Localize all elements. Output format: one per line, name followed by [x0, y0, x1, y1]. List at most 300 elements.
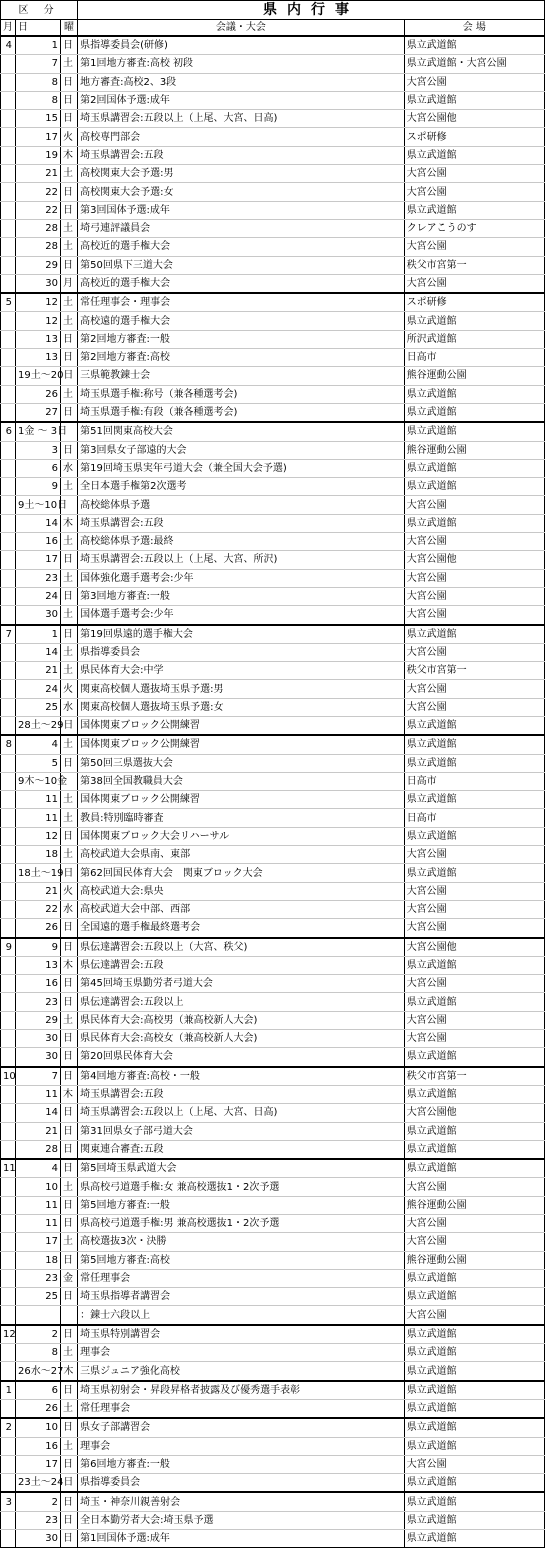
venue-cell: 熊谷運動公園	[404, 367, 544, 385]
event-cell: 埼弓連評議員会	[78, 219, 405, 237]
weekday-cell: 日	[60, 551, 77, 569]
day-cell: 4	[15, 735, 60, 754]
table-row	[1, 73, 545, 91]
day-cell: 25	[15, 1288, 60, 1306]
weekday-cell: 土	[60, 238, 77, 256]
event-cell: 埼玉県講習会:五段以上（上尾、大宮、日高)	[78, 110, 405, 128]
page-title: 県内行事	[78, 1, 545, 20]
day-cell: 19	[15, 146, 60, 164]
table-row	[1, 680, 545, 698]
day-cell: 27	[15, 403, 60, 422]
weekday-cell: 土	[60, 533, 77, 551]
table-row	[1, 1251, 545, 1269]
venue-cell: 県立武道館	[404, 1140, 544, 1159]
month-cell	[1, 551, 16, 569]
event-cell: 国体関東ブロック大会リハーサル	[78, 827, 405, 845]
event-cell: 高校遠的選手権大会	[78, 312, 405, 330]
event-cell: 常任理事会	[78, 1399, 405, 1418]
event-cell: 高校総体県予選	[78, 496, 405, 514]
table-row	[1, 312, 545, 330]
venue-cell: 県立武道館	[404, 1269, 544, 1287]
event-cell: 国体関東ブロック公開練習	[78, 791, 405, 809]
event-cell: 高校武道大会県南、東部	[78, 846, 405, 864]
weekday-cell: 木	[60, 146, 77, 164]
table-row	[1, 533, 545, 551]
day-cell: 28	[15, 238, 60, 256]
venue-cell: 大宮公園	[404, 975, 544, 993]
event-cell: 関東高校個人選抜埼玉県予選:男	[78, 680, 405, 698]
month-cell: 9	[1, 938, 16, 957]
event-cell: 理事会	[78, 1437, 405, 1455]
day-cell: 14	[15, 1104, 60, 1122]
venue-cell: 大宮公園	[404, 1030, 544, 1048]
day-cell: 22	[15, 183, 60, 201]
weekday-cell: 日	[60, 975, 77, 993]
day-cell: 17	[15, 128, 60, 146]
month-cell	[1, 1104, 16, 1122]
weekday-cell: 水	[60, 459, 77, 477]
venue-cell: 県立武道館	[404, 514, 544, 532]
event-cell: 第5回埼玉県武道大会	[78, 1159, 405, 1178]
month-cell	[1, 238, 16, 256]
venue-cell: 県立武道館	[404, 716, 544, 735]
weekday-cell: 日	[60, 330, 77, 348]
table-row	[1, 36, 545, 55]
venue-cell: 県立武道館	[404, 422, 544, 441]
event-cell: 第6回地方審査:一般	[78, 1455, 405, 1473]
event-cell: 第50回県下三道大会	[78, 256, 405, 274]
event-cell: 第4回地方審査:高校・一般	[78, 1067, 405, 1086]
weekday-cell: 水	[60, 900, 77, 918]
weekday-cell: 水	[60, 698, 77, 716]
day-cell: 28土～29日	[15, 716, 60, 735]
month-cell	[1, 1399, 16, 1418]
weekday-cell: 日	[60, 993, 77, 1011]
table-row	[1, 1474, 545, 1493]
weekday-cell: 日	[60, 1530, 77, 1548]
table-row	[1, 1306, 545, 1325]
weekday-cell: 日	[60, 754, 77, 772]
weekday-column-header: 曜	[60, 20, 77, 37]
venue-cell: 県立武道館	[404, 1492, 544, 1511]
day-cell: 23	[15, 1511, 60, 1529]
weekday-cell: 金	[60, 1269, 77, 1287]
month-cell	[1, 1306, 16, 1325]
weekday-cell: 日	[60, 587, 77, 605]
event-cell: 高校専門部会	[78, 128, 405, 146]
day-cell: 26	[15, 385, 60, 403]
event-cell: 国体強化選手選考会:少年	[78, 569, 405, 587]
month-cell	[1, 1511, 16, 1529]
month-cell	[1, 882, 16, 900]
day-cell: 26水～27木	[15, 1362, 60, 1381]
venue-cell: 大宮公園	[404, 1306, 544, 1325]
venue-cell: 県立武道館	[404, 312, 544, 330]
month-cell: 5	[1, 293, 16, 312]
day-cell: 11	[15, 809, 60, 827]
day-cell: 2	[15, 1492, 60, 1511]
venue-cell: 大宮公園他	[404, 1104, 544, 1122]
venue-cell: 県立武道館	[404, 403, 544, 422]
venue-cell: 県立武道館	[404, 625, 544, 644]
table-row	[1, 441, 545, 459]
day-cell: 21	[15, 1122, 60, 1140]
day-cell: 17	[15, 551, 60, 569]
table-row	[1, 938, 545, 957]
venue-cell: 県立武道館	[404, 478, 544, 496]
weekday-cell: 土	[60, 791, 77, 809]
event-cell: 第20回県民体育大会	[78, 1048, 405, 1067]
weekday-cell: 火	[60, 882, 77, 900]
event-cell: 第1回国体予選:成年	[78, 1530, 405, 1548]
weekday-cell: 土	[60, 1399, 77, 1418]
venue-cell: 大宮公園	[404, 274, 544, 293]
table-row	[1, 496, 545, 514]
month-cell	[1, 1178, 16, 1196]
weekday-cell: 日	[60, 441, 77, 459]
weekday-cell: 木	[60, 1085, 77, 1103]
venue-cell: 県立武道館	[404, 956, 544, 974]
table-row	[1, 110, 545, 128]
weekday-cell: 土	[60, 1233, 77, 1251]
venue-cell: 秩父市宮第一	[404, 662, 544, 680]
venue-cell: 県立武道館	[404, 1399, 544, 1418]
venue-cell: 日高市	[404, 349, 544, 367]
day-cell: 4	[15, 1159, 60, 1178]
table-row	[1, 55, 545, 73]
table-row	[1, 975, 545, 993]
event-cell: 三県範教錬士会	[78, 367, 405, 385]
month-cell: 12	[1, 1325, 16, 1344]
table-row	[1, 1140, 545, 1159]
weekday-cell	[60, 1306, 77, 1325]
weekday-cell: 日	[60, 1104, 77, 1122]
table-row	[1, 643, 545, 661]
month-cell	[1, 1288, 16, 1306]
weekday-cell: 土	[60, 165, 77, 183]
weekday-cell: 日	[60, 1455, 77, 1473]
event-cell: 埼玉県特別講習会	[78, 1325, 405, 1344]
event-cell: 第5回地方審査:一般	[78, 1196, 405, 1214]
month-cell	[1, 219, 16, 237]
venue-cell: 県立武道館	[404, 1511, 544, 1529]
month-cell: 8	[1, 735, 16, 754]
day-cell: 13	[15, 956, 60, 974]
table-row	[1, 330, 545, 348]
table-row	[1, 587, 545, 605]
weekday-cell: 土	[60, 569, 77, 587]
table-row	[1, 201, 545, 219]
day-cell: 30	[15, 1030, 60, 1048]
venue-cell: 大宮公園	[404, 680, 544, 698]
day-column-header: 日	[15, 20, 60, 37]
table-row	[1, 1011, 545, 1029]
table-row	[1, 1325, 545, 1344]
table-row	[1, 422, 545, 441]
table-row	[1, 1511, 545, 1529]
event-cell: 第3回県女子部遠的大会	[78, 441, 405, 459]
day-cell: 18土～19日	[15, 864, 60, 882]
day-cell: 30	[15, 1530, 60, 1548]
event-cell: 第5回地方審査:高校	[78, 1251, 405, 1269]
venue-cell: 大宮公園	[404, 496, 544, 514]
event-cell: ：錬士六段以上	[78, 1306, 405, 1325]
month-cell	[1, 91, 16, 109]
month-cell	[1, 349, 16, 367]
day-cell: 22	[15, 201, 60, 219]
day-cell: 11	[15, 1215, 60, 1233]
day-cell: 14	[15, 643, 60, 661]
day-cell: 23土～24日	[15, 1474, 60, 1493]
weekday-cell: 土	[60, 735, 77, 754]
month-cell	[1, 146, 16, 164]
day-cell: 23	[15, 569, 60, 587]
month-cell: 4	[1, 36, 16, 55]
venue-cell: 県立武道館	[404, 791, 544, 809]
event-cell: 国体関東ブロック公開練習	[78, 735, 405, 754]
venue-cell: 県立武道館	[404, 754, 544, 772]
venue-cell: 県立武道館	[404, 864, 544, 882]
table-row	[1, 735, 545, 754]
event-cell: 県指導委員会(研修)	[78, 36, 405, 55]
table-row	[1, 183, 545, 201]
table-row	[1, 1269, 545, 1287]
month-cell	[1, 698, 16, 716]
weekday-cell: 土	[60, 219, 77, 237]
column-header-row	[1, 20, 545, 37]
day-cell: 16	[15, 975, 60, 993]
month-cell	[1, 110, 16, 128]
month-cell	[1, 643, 16, 661]
venue-cell: 県立武道館	[404, 827, 544, 845]
month-cell	[1, 312, 16, 330]
table-row	[1, 1399, 545, 1418]
weekday-cell: 日	[60, 110, 77, 128]
venue-cell: 大宮公園	[404, 1011, 544, 1029]
weekday-cell: 土	[60, 643, 77, 661]
event-cell: 第51回関東高校大会	[78, 422, 405, 441]
month-cell: 10	[1, 1067, 16, 1086]
day-cell: 28	[15, 219, 60, 237]
day-cell: 26	[15, 919, 60, 938]
table-row	[1, 606, 545, 625]
day-cell: 29	[15, 1011, 60, 1029]
day-cell: 12	[15, 827, 60, 845]
day-cell: 15	[15, 110, 60, 128]
venue-cell: 県立武道館	[404, 1288, 544, 1306]
month-cell	[1, 1530, 16, 1548]
weekday-cell: 月	[60, 274, 77, 293]
event-cell: 第1回地方審査:高校 初段	[78, 55, 405, 73]
event-cell: 県指導委員会	[78, 1474, 405, 1493]
month-cell	[1, 809, 16, 827]
day-cell: 8	[15, 73, 60, 91]
event-cell: 全国遠的選手権最終選考会	[78, 919, 405, 938]
month-cell	[1, 587, 16, 605]
event-cell: 埼玉県講習会:五段以上（上尾、大宮、所沢)	[78, 551, 405, 569]
weekday-cell: 日	[60, 625, 77, 644]
day-cell: 5	[15, 754, 60, 772]
day-cell: 21	[15, 165, 60, 183]
weekday-cell: 日	[60, 1418, 77, 1437]
month-cell	[1, 606, 16, 625]
venue-cell: 大宮公園	[404, 238, 544, 256]
table-row	[1, 367, 545, 385]
day-cell: 21	[15, 662, 60, 680]
month-cell	[1, 772, 16, 790]
venue-cell: 大宮公園	[404, 1233, 544, 1251]
table-row	[1, 919, 545, 938]
kubun-header: 区 分	[1, 1, 78, 20]
month-cell	[1, 1269, 16, 1287]
month-cell	[1, 864, 16, 882]
day-cell: 30	[15, 274, 60, 293]
venue-cell: 県立武道館	[404, 1437, 544, 1455]
month-cell	[1, 1362, 16, 1381]
day-cell: 11	[15, 1196, 60, 1214]
venue-cell: 県立武道館	[404, 993, 544, 1011]
venue-cell: 県立武道館	[404, 201, 544, 219]
month-cell	[1, 993, 16, 1011]
venue-cell: 県立武道館	[404, 1530, 544, 1548]
day-cell: 1	[15, 625, 60, 644]
month-cell	[1, 274, 16, 293]
table-row	[1, 1362, 545, 1381]
venue-cell: 大宮公園	[404, 533, 544, 551]
day-cell	[15, 1306, 60, 1325]
table-row	[1, 698, 545, 716]
venue-cell: 県立武道館	[404, 459, 544, 477]
event-cell: 教員:特別臨時審査	[78, 809, 405, 827]
event-cell: 第62回国民体育大会 関東ブロック大会	[78, 864, 405, 882]
event-cell: 第38回全国教職員大会	[78, 772, 405, 790]
event-cell: 全日本選手権第2次選考	[78, 478, 405, 496]
day-cell: 1金 ～ 3日	[15, 422, 60, 441]
event-cell: 県民体育大会:高校男（兼高校新人大会)	[78, 1011, 405, 1029]
venue-cell: 所沢武道館	[404, 330, 544, 348]
weekday-cell: 土	[60, 293, 77, 312]
day-cell: 29	[15, 256, 60, 274]
month-cell	[1, 533, 16, 551]
event-cell: 県女子部講習会	[78, 1418, 405, 1437]
day-cell: 6	[15, 1381, 60, 1400]
weekday-cell: 日	[60, 938, 77, 957]
table-row	[1, 459, 545, 477]
venue-cell: 大宮公園	[404, 587, 544, 605]
event-cell: 高校武道大会:県央	[78, 882, 405, 900]
month-cell	[1, 975, 16, 993]
event-cell: 高校総体県予選:最終	[78, 533, 405, 551]
table-row	[1, 1215, 545, 1233]
venue-cell: 県立武道館	[404, 1474, 544, 1493]
venue-cell: 県立武道館	[404, 1048, 544, 1067]
event-cell: 高校選抜3次・決勝	[78, 1233, 405, 1251]
day-cell: 30	[15, 606, 60, 625]
venue-cell: 大宮公園	[404, 919, 544, 938]
venue-cell: 秩父市宮第一	[404, 1067, 544, 1086]
weekday-cell: 火	[60, 680, 77, 698]
day-cell: 9	[15, 478, 60, 496]
month-cell	[1, 496, 16, 514]
venue-cell: 県立武道館	[404, 1122, 544, 1140]
day-cell: 23	[15, 993, 60, 1011]
venue-cell: 熊谷運動公園	[404, 1196, 544, 1214]
month-cell: 11	[1, 1159, 16, 1178]
venue-cell: 大宮公園	[404, 882, 544, 900]
venue-cell: 大宮公園	[404, 846, 544, 864]
month-cell	[1, 478, 16, 496]
venue-column-header: 会 場	[404, 20, 544, 37]
table-row	[1, 754, 545, 772]
table-row	[1, 1159, 545, 1178]
day-cell: 10	[15, 1178, 60, 1196]
table-row	[1, 1196, 545, 1214]
table-row	[1, 1048, 545, 1067]
weekday-cell: 土	[60, 1011, 77, 1029]
table-row	[1, 1085, 545, 1103]
table-row	[1, 1437, 545, 1455]
day-cell: 14	[15, 514, 60, 532]
event-cell: 国体関東ブロック公開練習	[78, 716, 405, 735]
venue-cell: 熊谷運動公園	[404, 1251, 544, 1269]
month-cell	[1, 1196, 16, 1214]
weekday-cell: 日	[60, 1067, 77, 1086]
day-cell: 26	[15, 1399, 60, 1418]
day-cell: 25	[15, 698, 60, 716]
month-cell	[1, 680, 16, 698]
table-row	[1, 1418, 545, 1437]
venue-cell: 県立武道館	[404, 1362, 544, 1381]
table-row	[1, 625, 545, 644]
month-cell	[1, 1122, 16, 1140]
event-cell: 関東連合審査:五段	[78, 1140, 405, 1159]
event-cell: 埼玉県初射会・昇段昇格者披露及び優秀選手表彰	[78, 1381, 405, 1400]
day-cell: 1	[15, 36, 60, 55]
month-cell	[1, 183, 16, 201]
table-row	[1, 1381, 545, 1400]
day-cell: 21	[15, 882, 60, 900]
event-cell: 第45回埼玉県勤労者弓道大会	[78, 975, 405, 993]
month-cell	[1, 1048, 16, 1067]
weekday-cell: 日	[60, 1196, 77, 1214]
month-cell: 2	[1, 1418, 16, 1437]
event-cell: 第50回三県選抜大会	[78, 754, 405, 772]
weekday-cell: 土	[60, 478, 77, 496]
weekday-cell: 土	[60, 1344, 77, 1362]
table-row	[1, 1492, 545, 1511]
weekday-cell: 土	[60, 312, 77, 330]
day-cell: 13	[15, 349, 60, 367]
venue-cell: 県立武道館	[404, 146, 544, 164]
table-row	[1, 1178, 545, 1196]
month-cell	[1, 716, 16, 735]
day-cell: 10	[15, 1418, 60, 1437]
event-cell: 県高校弓道選手権:男 兼高校選抜1・2次予選	[78, 1215, 405, 1233]
weekday-cell: 日	[60, 91, 77, 109]
weekday-cell: 土	[60, 385, 77, 403]
table-row	[1, 1455, 545, 1473]
weekday-cell: 日	[60, 36, 77, 55]
weekday-cell: 土	[60, 846, 77, 864]
table-row	[1, 1067, 545, 1086]
event-cell: 三県ジュニア強化高校	[78, 1362, 405, 1381]
month-cell	[1, 1437, 16, 1455]
day-cell: 22	[15, 900, 60, 918]
event-cell: 第2回国体予選:成年	[78, 91, 405, 109]
event-cell: 第31回県女子部弓道大会	[78, 1122, 405, 1140]
event-cell: 第19回埼玉県実年弓道大会（兼全国大会予選)	[78, 459, 405, 477]
venue-cell: 大宮公園他	[404, 110, 544, 128]
